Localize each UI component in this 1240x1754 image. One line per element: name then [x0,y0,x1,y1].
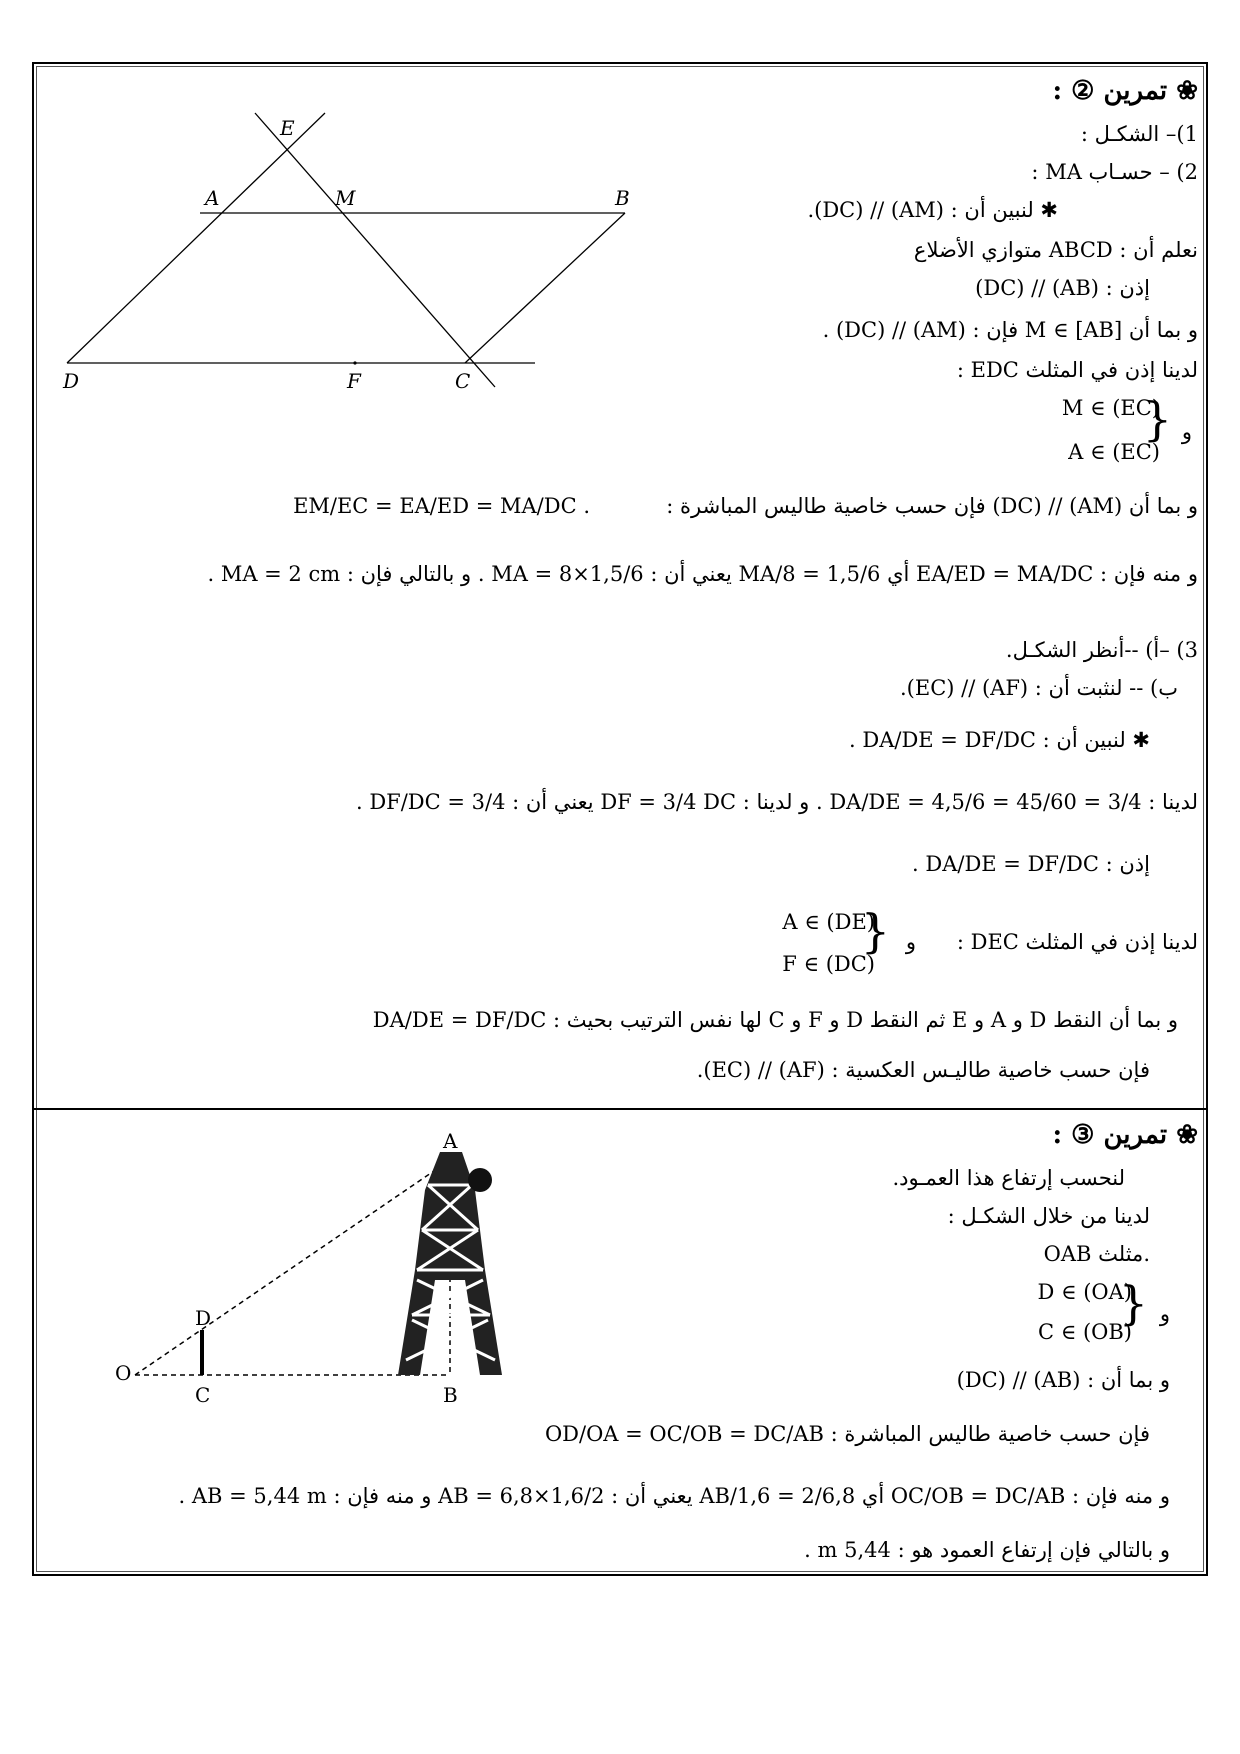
label-o: O [115,1361,132,1385]
ex2-line-17: و بما أن النقط D و A و E ثم النقط D و F و C لها نفس الترتيب بحيث : DA/DE = DF/DC [372,1008,1178,1032]
label-f: F [347,369,361,393]
ex2-line-14: لدينا : DA/DE = 4,5/6 = 45/60 = 3/4 . و لدينا : DF = 3/4 DC يعني أن : DF/DC = 3/4 . [355,790,1198,814]
ex3-line-1: لنحسب إرتفاع هذا العمـود. [892,1166,1125,1190]
ex2-line-11: 3) –أ) --أنظر الشكـل. [1005,638,1198,662]
label-b: B [615,186,630,210]
ex2-line-13: ✱ لنبين أن : DA/DE = DF/DC . [849,728,1150,752]
label-a: A [443,1130,458,1153]
ex2-cond-a: A ∈ (EC) [1068,440,1160,464]
ex2-cond-m: M ∈ (EC) [1061,396,1160,420]
ex3-line-6: فإن حسب خاصية طاليس المباشرة : OD/OA = OC/OB = DC/AB [544,1422,1150,1446]
line-bc [465,213,625,363]
ex3-and: و [1159,1302,1170,1326]
label-c: C [455,369,471,393]
label-m: M [335,186,356,210]
ex3-cond-c: C ∈ (OB) [1038,1320,1132,1344]
ex3-title: ❀ تمرين ③ : [1052,1120,1198,1150]
ex2-line-5: إذن : (AB) // (DC) [975,276,1150,300]
ex2-line-7: لدينا إذن في المثلث EDC : [956,358,1198,382]
ex2-line-9: و بما أن (AM) // (DC) فإن حسب خاصية طاليس المباشرة : [666,494,1198,518]
ex2-geometry-figure [55,105,635,405]
ex2-line-6: و بما أن M ∈ [AB] فإن : (AM) // (DC) . [822,318,1198,342]
ex2-brace-2: } [860,904,890,958]
ex3-tower-figure [110,1130,530,1420]
ex3-line-2: لدينا من خلال الشكـل : [947,1204,1150,1228]
ex3-brace: } [1118,1276,1148,1330]
ex2-line-3: ✱ لنبين أن : (AM) // (DC). [807,198,1058,222]
ex3-line-5: و بما أن : (AB) // (DC) [956,1368,1170,1392]
line-oa [135,1160,450,1375]
ex3-cond-d: D ∈ (OA) [1037,1280,1132,1304]
ex2-title: ❀ تمرين ② : [1052,76,1198,106]
ex2-line-9-math: EM/EC = EA/ED = MA/DC . [293,494,590,518]
label-c: C [195,1383,211,1407]
ex3-line-3: OAB مثلث. [1043,1242,1150,1266]
label-e: E [280,116,295,140]
line-de [67,113,325,363]
ex2-and: و [1181,420,1192,444]
label-d: D [63,369,80,393]
ex2-brace: } [1142,392,1172,446]
ex3-line-8: و بالتالي فإن إرتفاع العمود هو : 5,44 m . [804,1538,1170,1562]
ex2-line-2: 2) – حسـاب MA : [1031,160,1198,184]
ex2-cond-f: F ∈ (DC) [782,952,875,976]
label-a: A [205,186,220,210]
ex2-line-10: و منه فإن : EA/ED = MA/DC أي 1,5/6 = MA/8 يعني أن : MA = 8×1,5/6 . و بالتالي فإن : MA = 2 cm . [207,562,1198,586]
ex2-line-18: فإن حسب خاصية طاليـس العكسية : (AF) // (EC). [696,1058,1150,1082]
label-d: D [195,1306,212,1330]
ex2-line-1: 1)– الشكـل : [1080,122,1198,146]
ex2-line-4: نعلم أن : ABCD متوازي الأضلاع [913,238,1198,262]
section-divider [32,1108,1208,1110]
ex3-line-7: و منه فإن : OC/OB = DC/AB أي 2/6,8 = 1,6/AB يعني أن : AB = 6,8×1,6/2 و منه فإن : AB = 5,44 m . [178,1484,1170,1508]
ex2-cond-a2: A ∈ (DE) [782,910,875,934]
ex2-line-16: لدينا إذن في المثلث DEC : [956,930,1198,954]
ex2-line-15: إذن : DA/DE = DF/DC . [912,852,1150,876]
ex2-line-12: ب) -- لنثبت أن : (AF) // (EC). [899,676,1178,700]
label-b: B [443,1383,458,1407]
line-ec [255,113,495,387]
ex2-and-2: و [905,930,916,954]
